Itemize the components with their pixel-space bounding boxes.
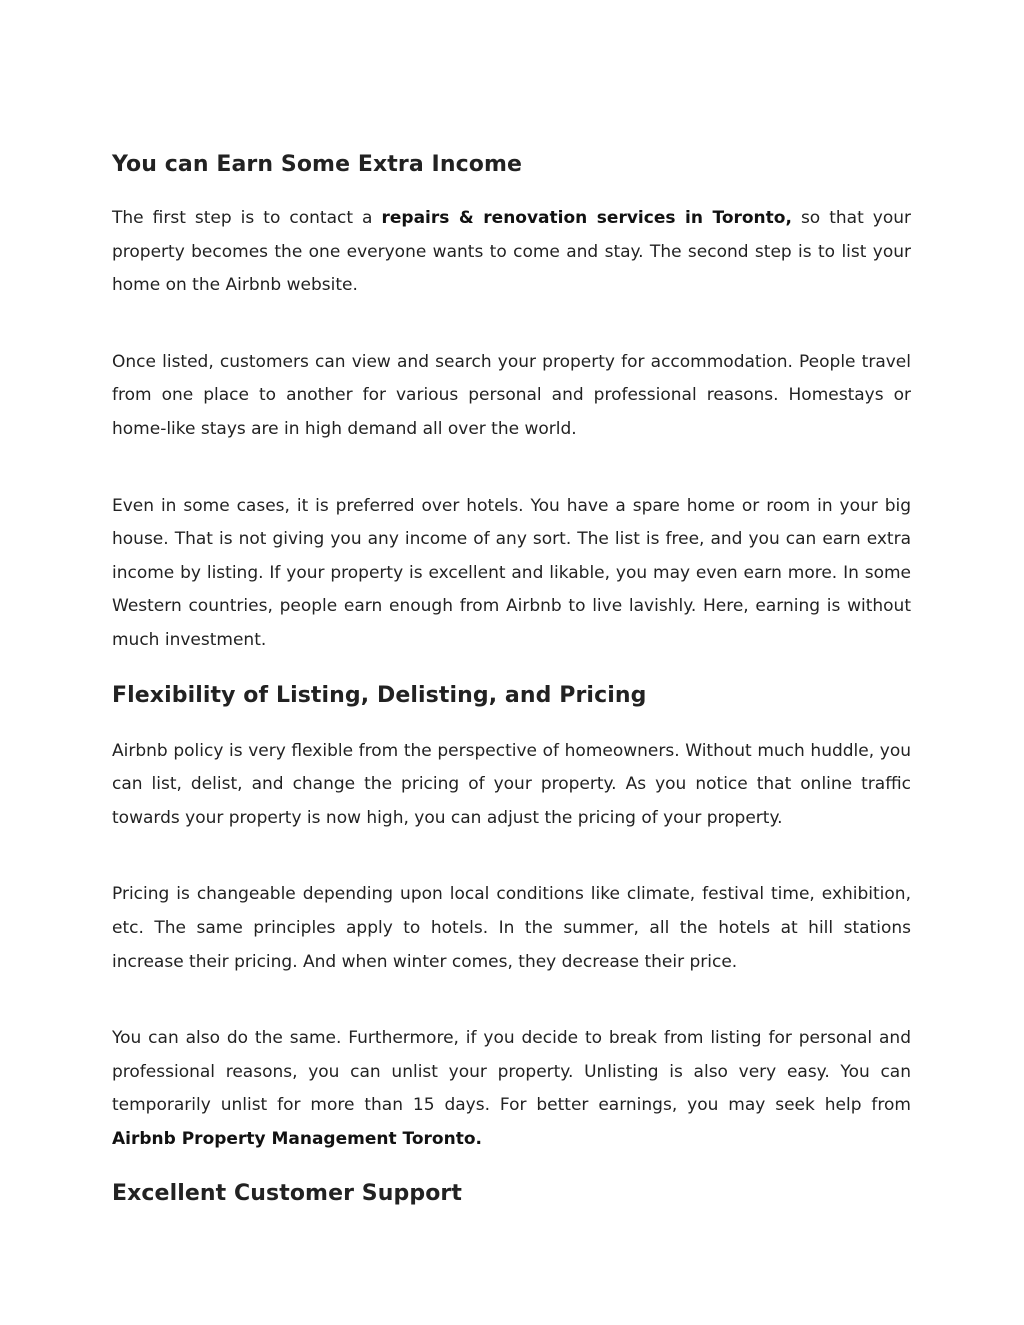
paragraph-pricing-changeable: Pricing is changeable depending upon local conditions like climate, festival time, exhibition, etc. The same principles apply to hotels. In the summer, all the hotels at hill stations increase their pricing. And when winter comes, they decrease their price. <box>112 884 911 972</box>
bold-phrase-repairs-link: repairs & renovation services in Toronto, <box>381 208 792 228</box>
paragraph-contact-repairs <box>112 202 911 303</box>
paragraph-text: so that your property becomes the one everyone wants to come and stay. The second step is to list your home on the Airbnb website. <box>112 208 912 296</box>
section-heading-customer-support: Excellent Customer Support <box>112 1181 462 1207</box>
paragraph-once-listed: Once listed, customers can view and search your property for accommodation. People travel from one place to another for various personal and professional reasons. Homestays or home-like stays are in high demand all over the world. <box>112 351 911 439</box>
section-heading-extra-income: You can Earn Some Extra Income <box>112 152 522 177</box>
document-page <box>112 148 911 1211</box>
paragraph-airbnb-policy: Airbnb policy is very flexible from the perspective of homeowners. Without much huddle, you can list, delist, and change the pricing of your property. As you notice that online traffic towards your property is now high, you can adjust the pricing of your property. <box>112 740 911 828</box>
paragraph-preferred-over-hotels: Even in some cases, it is preferred over hotels. You have a spare home or room in your big house. That is not giving you any income of any sort. The list is free, and you can earn extra income by listing. If your property is excellent and likable, you may even earn more. In some Western countries, people earn enough from Airbnb to live lavishly. Here, earning is without much investment. <box>112 495 911 650</box>
section-heading-flexibility: Flexibility of Listing, Delisting, and Pricing <box>112 682 647 708</box>
paragraph-text: You can also do the same. Furthermore, if you decide to break from listing for personal and professional reasons, you can unlist your property. Unlisting is also very easy. You can temporarily unlist for more than 15 days. For better earnings, you may seek help from <box>112 1028 911 1116</box>
paragraph-unlist-property <box>112 1022 911 1156</box>
paragraph-text: The first step is to contact a <box>112 208 382 228</box>
bold-phrase-property-management: Airbnb Property Management Toronto. <box>112 1128 482 1149</box>
